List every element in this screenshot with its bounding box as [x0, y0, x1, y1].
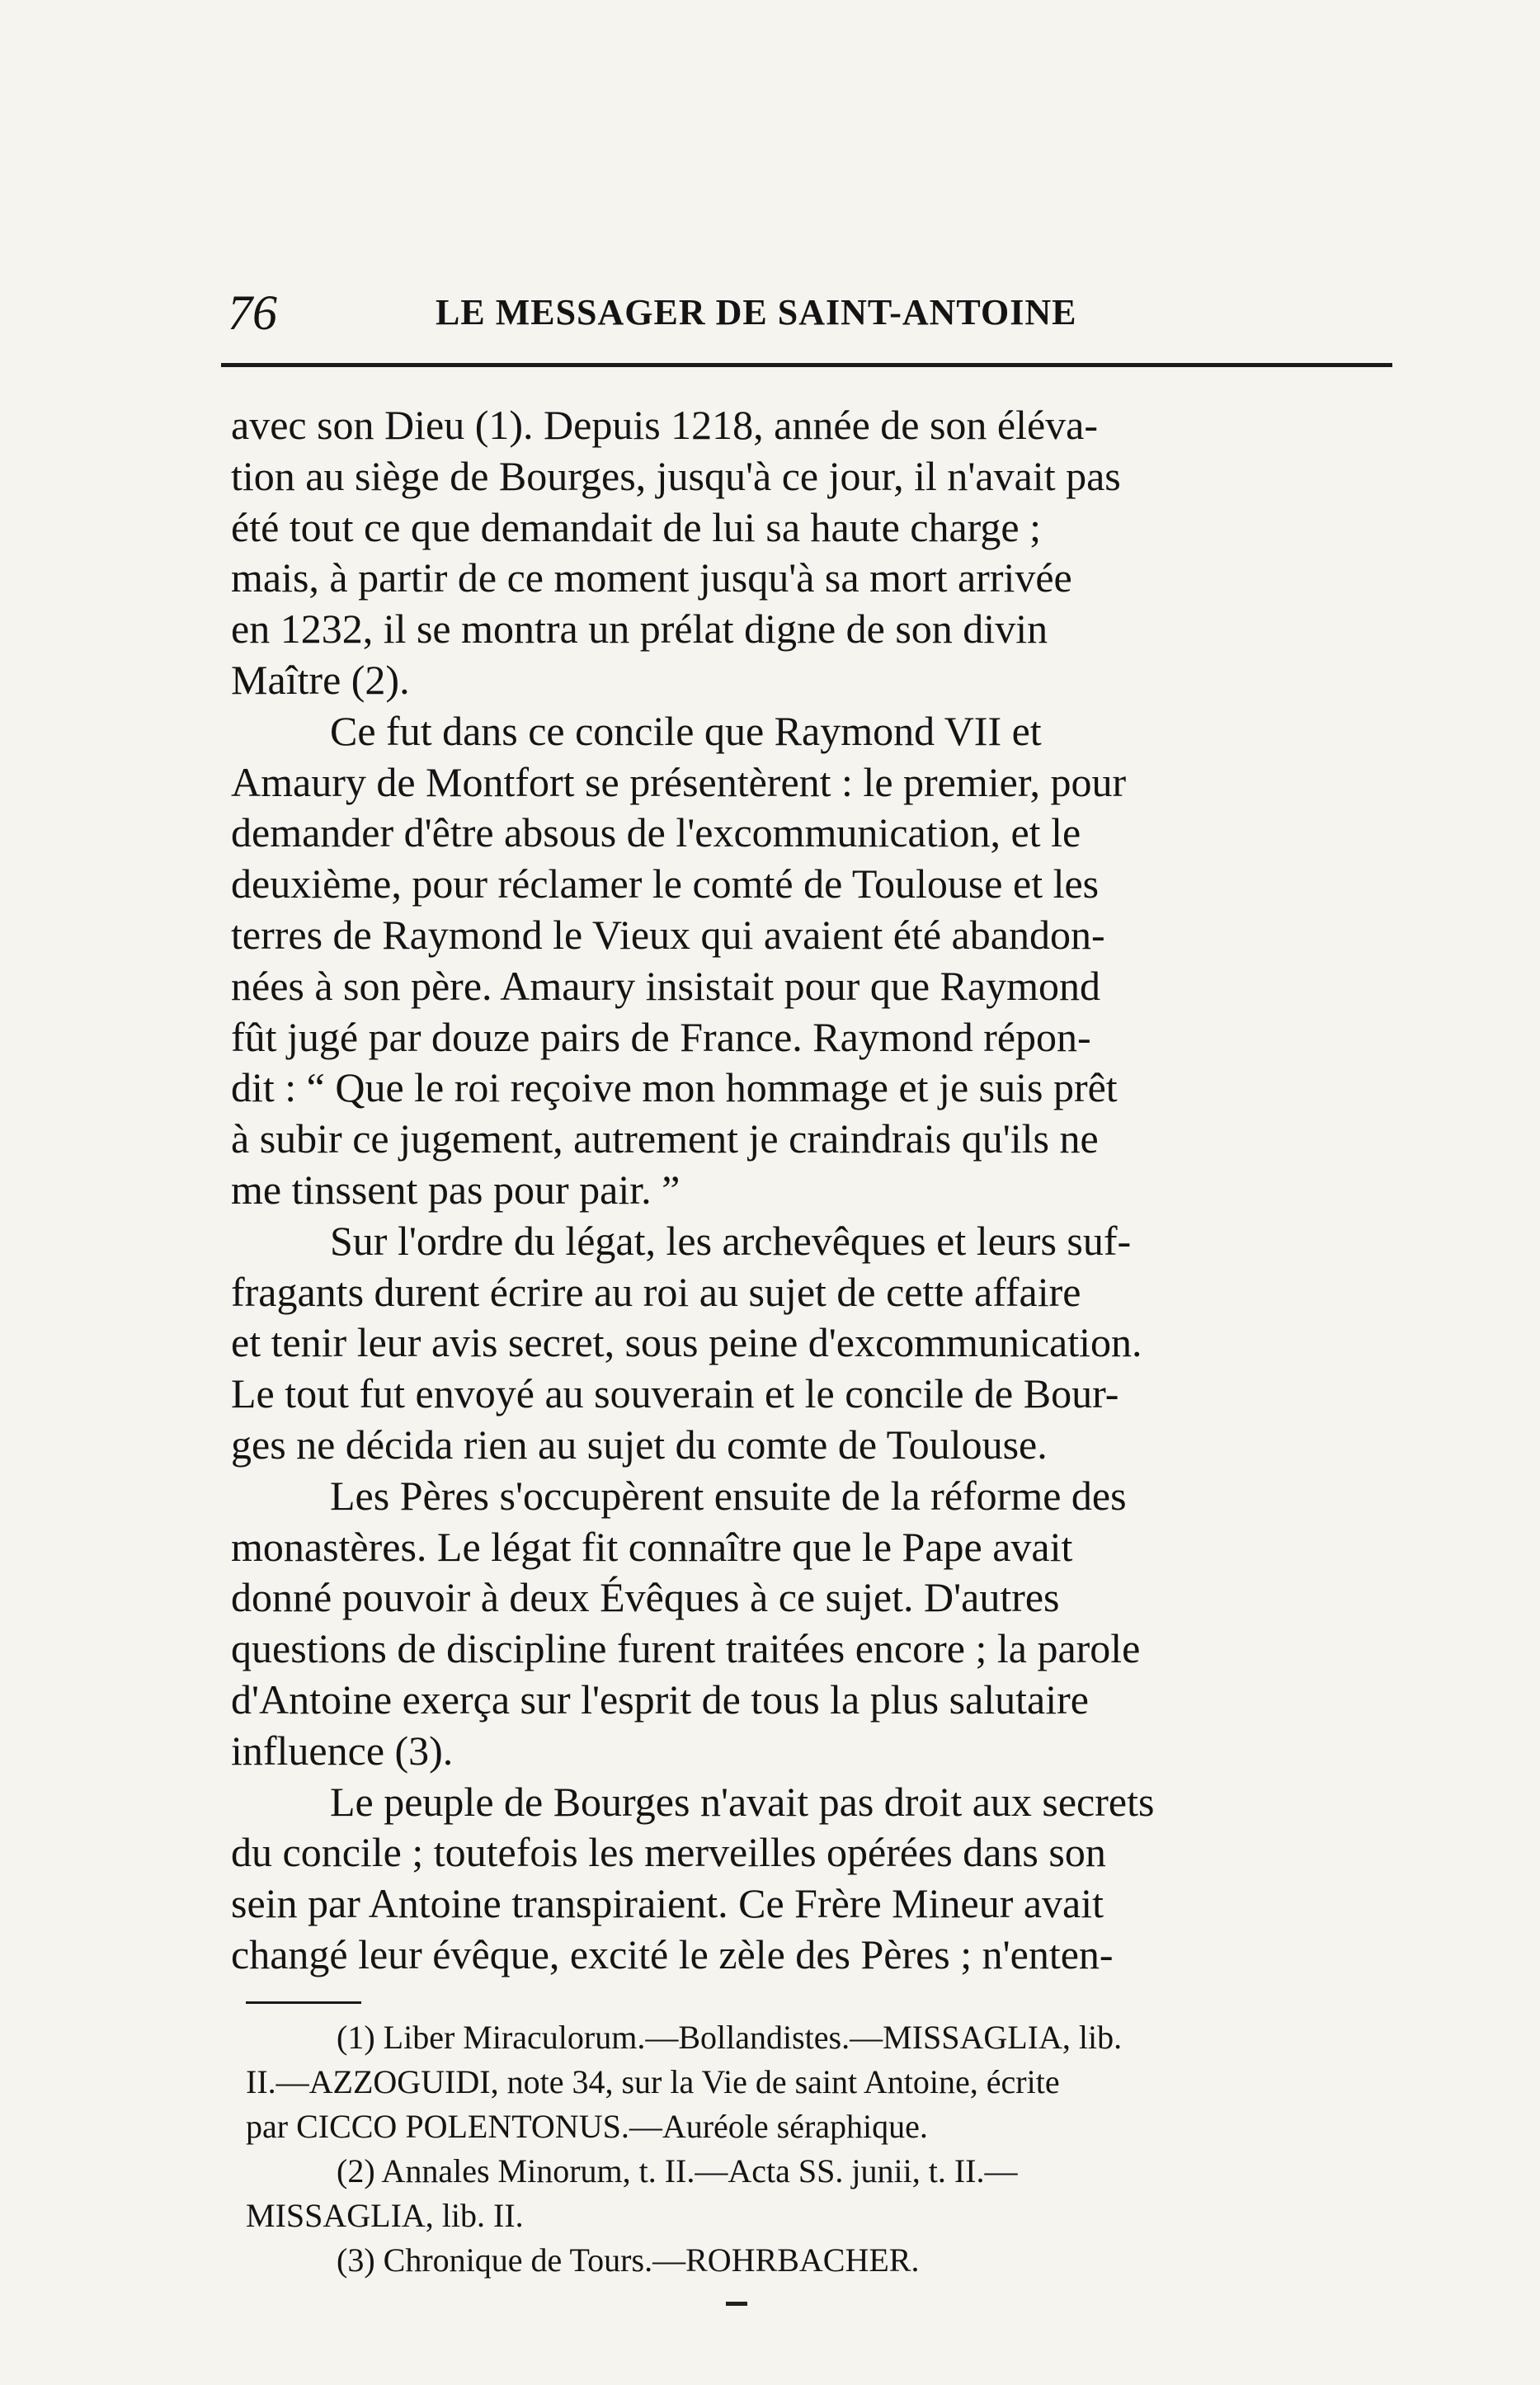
page-number: 76: [228, 285, 277, 340]
footnote-rule: [246, 2001, 361, 2004]
bottom-mark: [726, 2302, 747, 2306]
paragraph-2: Ce fut dans ce concile que Raymond VII et Amaury de Montfort se présentèrent : le premier, pour demander d'être absous de l'excommunication, et le deuxième, pour réclamer le comté de Toulouse et les terres de Raymond le Vieux qui avaient été abandon- nées à son père. Amaury insistait pour que Raymond fût jugé par douze pairs de France. Raymond répon- dit : “ Que le roi reçoive mon hommage et je suis prêt à subir ce jugement, autrement je craindrais qu'ils ne me tinssent pas pour pair. ”: [231, 707, 1127, 1213]
footnote-3: (3) Chronique de Tours.—ROHRBACHER.: [337, 2241, 920, 2279]
paragraph-4: Les Pères s'occupèrent ensuite de la réforme des monastères. Le légat fit connaître que le Pape avait donné pouvoir à deux Évêques à ce sujet. D'autres questions de discipline furent traitées encore ; la parole d'Antoine exerça sur l'esprit de tous la plus salutaire influence (3).: [231, 1472, 1141, 1774]
footnote-2: (2) Annales Minorum, t. II.—Acta SS. junii, t. II.— MISSAGLIA, lib. II.: [246, 2152, 1018, 2234]
page-header: [221, 285, 1392, 342]
running-title: LE MESSAGER DE SAINT-ANTOINE: [436, 292, 1077, 332]
paragraph-1: avec son Dieu (1). Depuis 1218, année de son éléva- tion au siège de Bourges, jusqu'à ce jour, il n'avait pas été tout ce que demandait de lui sa haute charge ; mais, à partir de ce moment jusqu'à sa mort arrivée en 1232, il se montra un prélat digne de son divin Maître (2).: [231, 402, 1121, 703]
body-text: [231, 400, 1394, 1981]
header-rule: [221, 363, 1392, 367]
footnotes: [246, 2015, 1394, 2283]
paragraph-3: Sur l'ordre du légat, les archevêques et leurs suf- fragants durent écrire au roi au sujet de cette affaire et tenir leur avis secret, sous peine d'excommunication. Le tout fut envoyé au souverain et le concile de Bour- ges ne décida rien au sujet du comte de Toulouse.: [231, 1217, 1142, 1468]
paragraph-5: Le peuple de Bourges n'avait pas droit aux secrets du concile ; toutefois les merveilles opérées dans son sein par Antoine transpiraient. Ce Frère Mineur avait changé leur évêque, excité le zèle des Pères ; n'enten-: [231, 1778, 1155, 1977]
footnote-1: (1) Liber Miraculorum.—Bollandistes.—MISSAGLIA, lib. II.—AZZOGUIDI, note 34, sur la Vie de saint Antoine, écrite par CICCO POLENTONUS.—Auréole séraphique.: [246, 2019, 1123, 2145]
